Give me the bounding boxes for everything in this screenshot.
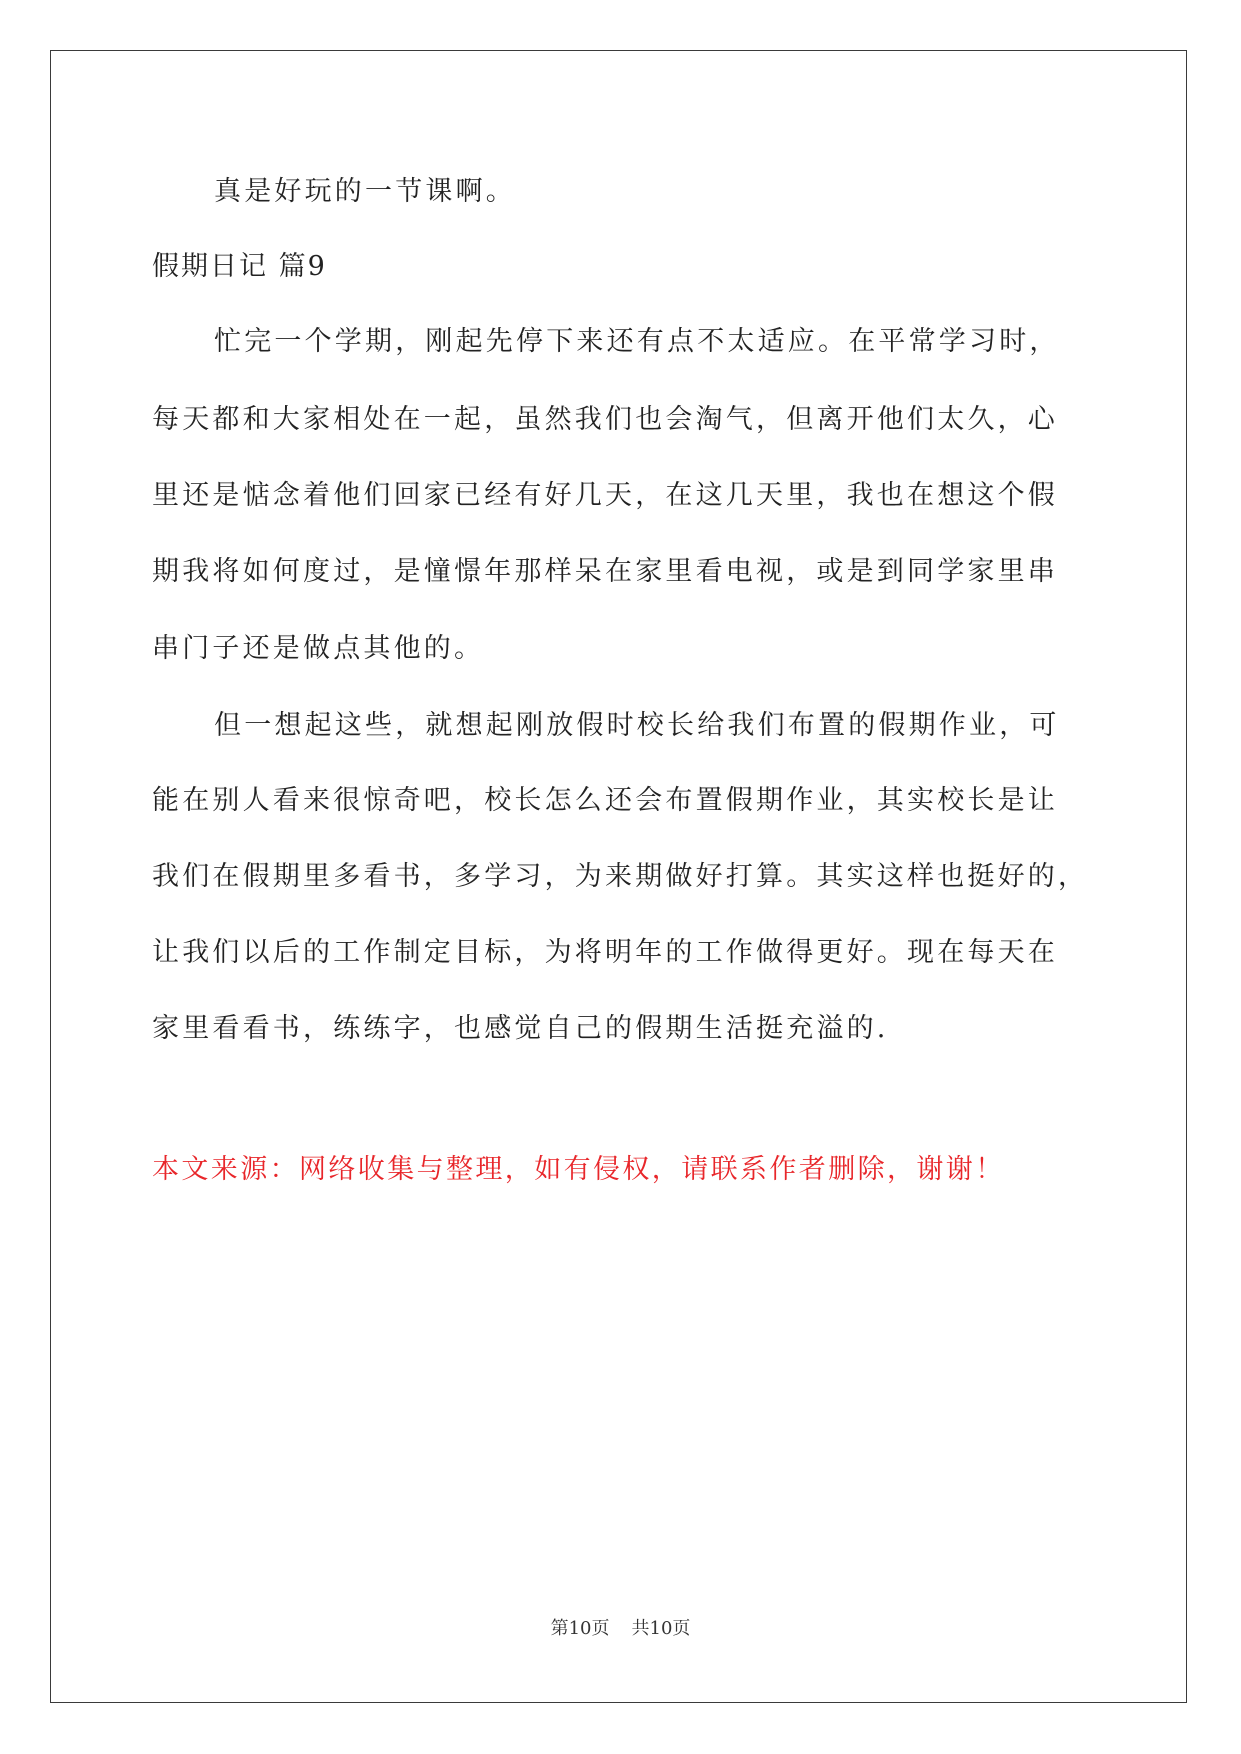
paragraph-2-line-2: 能在别人看来很惊奇吧，校长怎么还会布置假期作业，其实校长是让 <box>152 785 1058 816</box>
page-number-current: 第10页 <box>550 1618 610 1639</box>
paragraph-2-line-1: 但一想起这些，就想起刚放假时校长给我们布置的假期作业，可 <box>214 710 1060 741</box>
page-number-total: 共10页 <box>631 1618 691 1639</box>
paragraph-1-line-1: 忙完一个学期，刚起先停下来还有点不太适应。在平常学习时， <box>214 326 1060 357</box>
page-footer <box>0 1617 1241 1641</box>
source-note: 本文来源：网络收集与整理，如有侵权，请联系作者删除，谢谢！ <box>152 1154 1005 1185</box>
paragraph-2-line-5: 家里看看书，练练字，也感觉自己的假期生活挺充溢的. <box>152 1013 889 1044</box>
paragraph-2-line-3: 我们在假期里多看书，多学习，为来期做好打算。其实这样也挺好的， <box>152 861 1089 892</box>
paragraph-2-line-4: 让我们以后的工作制定目标，为将明年的工作做得更好。现在每天在 <box>152 937 1058 968</box>
paragraph-1-line-4: 期我将如何度过，是憧憬年那样呆在家里看电视，或是到同学家里串 <box>152 556 1058 587</box>
paragraph-1-line-3: 里还是惦念着他们回家已经有好几天，在这几天里，我也在想这个假 <box>152 480 1058 511</box>
section-title: 假期日记 篇9 <box>152 251 327 282</box>
paragraph-1-line-5: 串门子还是做点其他的。 <box>152 633 485 664</box>
closing-line: 真是好玩的一节课啊。 <box>214 176 516 207</box>
paragraph-1-line-2: 每天都和大家相处在一起，虽然我们也会淘气，但离开他们太久，心 <box>152 404 1058 435</box>
